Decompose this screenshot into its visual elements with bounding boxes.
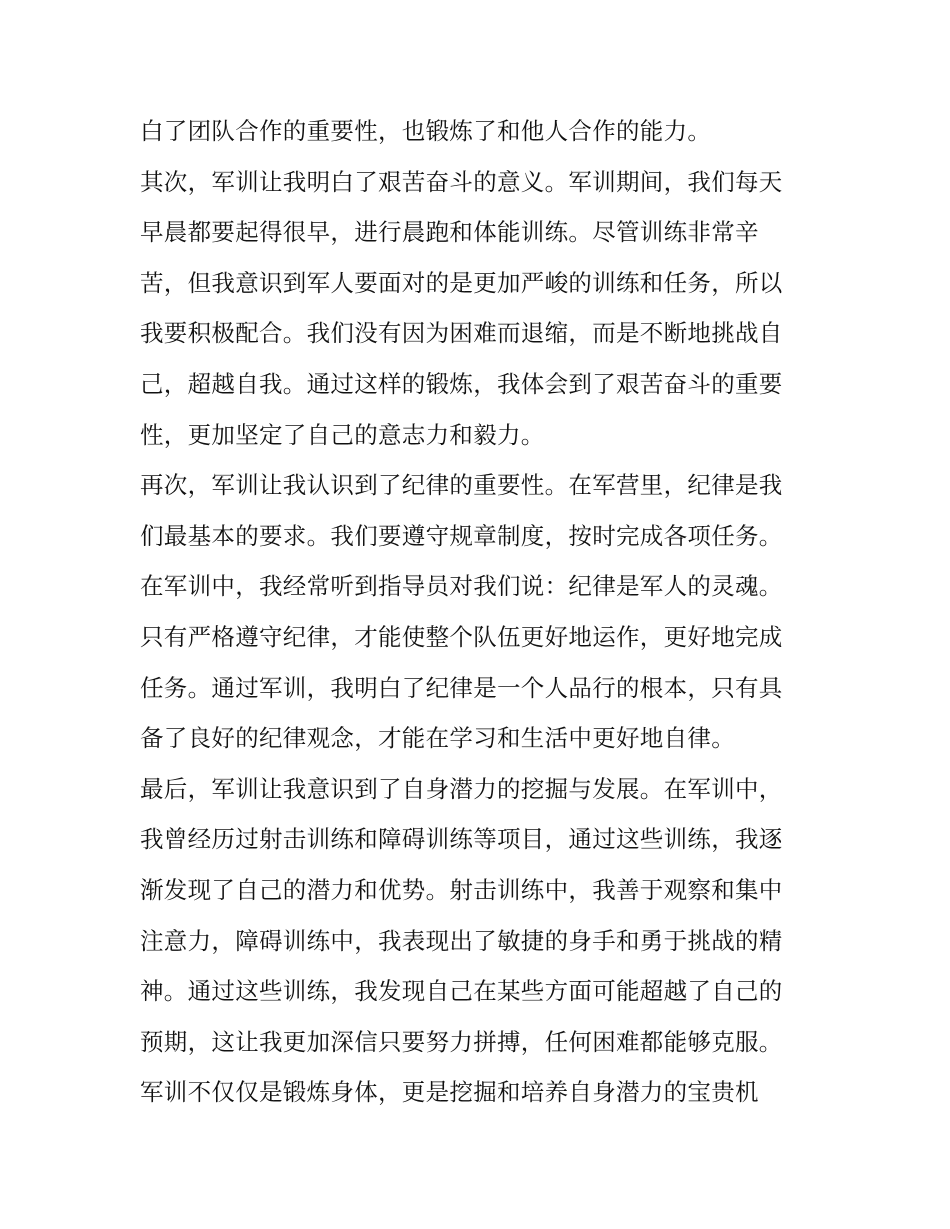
- text-line: 再次，军训让我认识到了纪律的重要性。在军营里，纪律是我: [140, 471, 783, 500]
- text-line: 我曾经历过射击训练和障碍训练等项目，通过这些训练，我逐: [140, 825, 783, 854]
- text-line: 只有严格遵守纪律，才能使整个队伍更好地运作，更好地完成: [140, 622, 783, 651]
- text-line: 性，更加坚定了自己的意志力和毅力。: [140, 420, 545, 449]
- text-line: 早晨都要起得很早，进行晨跑和体能训练。尽管训练非常辛: [140, 218, 759, 247]
- text-line: 我要积极配合。我们没有因为困难而退缩，而是不断地挑战自: [140, 319, 783, 348]
- text-line: 任务。通过军训，我明白了纪律是一个人品行的根本，只有具: [140, 673, 783, 702]
- text-line: 其次，军训让我明白了艰苦奋斗的意义。军训期间，我们每天: [140, 167, 783, 196]
- text-line: 最后，军训让我意识到了自身潜力的挖掘与发展。在军训中，: [140, 774, 783, 803]
- body-text: [140, 106, 820, 1118]
- text-line: 苦，但我意识到军人要面对的是更加严峻的训练和任务，所以: [140, 268, 783, 297]
- text-line: 预期，这让我更加深信只要努力拼搏，任何困难都能够克服。: [140, 1027, 783, 1056]
- text-line: 们最基本的要求。我们要遵守规章制度，按时完成各项任务。: [140, 521, 783, 550]
- text-line: 己，超越自我。通过这样的锻炼，我体会到了艰苦奋斗的重要: [140, 369, 783, 398]
- text-line: 渐发现了自己的潜力和优势。射击训练中，我善于观察和集中: [140, 875, 783, 904]
- text-line: 神。通过这些训练，我发现自己在某些方面可能超越了自己的: [140, 977, 783, 1006]
- text-line: 白了团队合作的重要性，也锻炼了和他人合作的能力。: [140, 117, 712, 145]
- text-line: 军训不仅仅是锻炼身体，更是挖掘和培养自身潜力的宝贵机: [140, 1078, 759, 1107]
- text-line: 在军训中，我经常听到指导员对我们说：纪律是军人的灵魂。: [140, 572, 783, 601]
- text-line: 备了良好的纪律观念，才能在学习和生活中更好地自律。: [140, 724, 735, 753]
- text-line: 注意力，障碍训练中，我表现出了敏捷的身手和勇于挑战的精: [140, 926, 783, 955]
